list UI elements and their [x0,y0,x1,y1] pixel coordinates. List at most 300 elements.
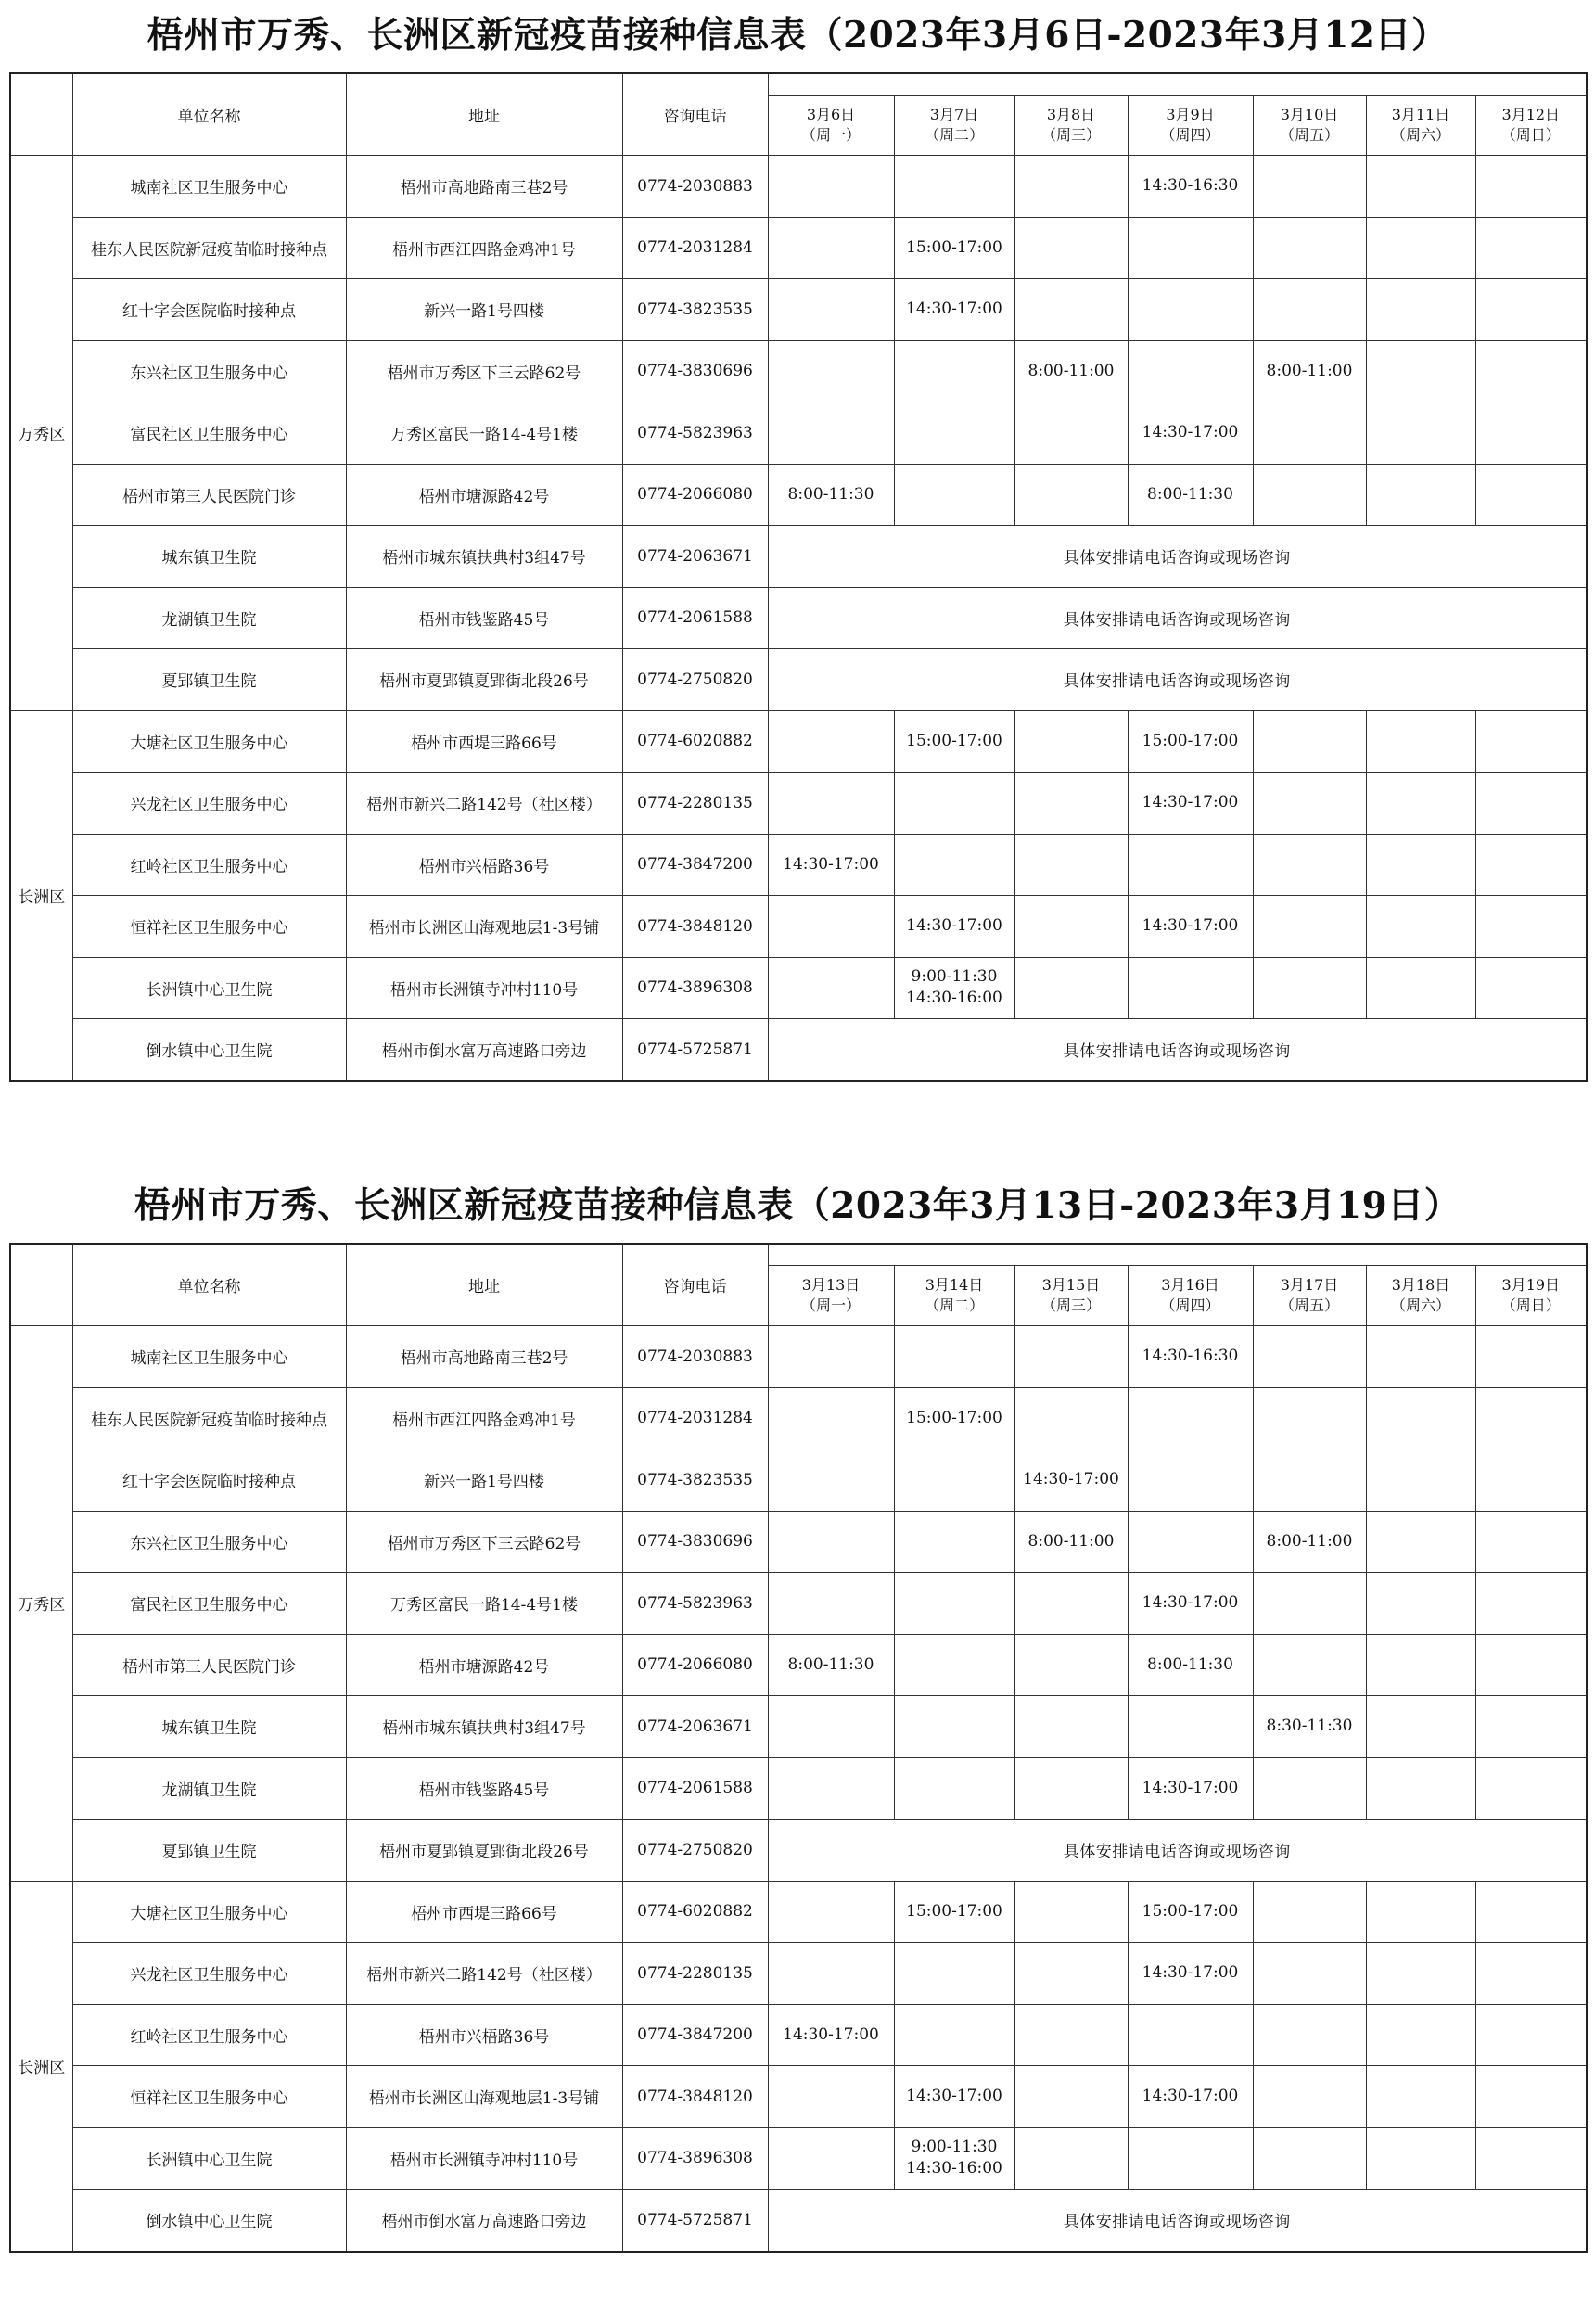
time-slot [1253,1696,1366,1758]
day-weekday: （周四） [1160,1296,1220,1314]
schedule-sheet-2 [9,1170,1586,2253]
table-row [10,1449,1587,1512]
time-slot [1475,1943,1587,2005]
time-slot [768,957,894,1019]
unit-address: 梧州市万秀区下三云路62号 [346,340,622,402]
time-slot [1366,2127,1475,2190]
name-header: 单位名称 [72,73,346,156]
unit-address: 梧州市夏郢镇夏郢街北段26号 [346,649,622,711]
date-group-header [768,1244,1587,1266]
time-slot [894,2127,1014,2190]
unit-name: 梧州市第三人民医院门诊 [72,1634,346,1696]
time-slot [1366,2066,1475,2128]
district-cell: 长洲区 [10,1881,72,2252]
unit-phone: 0774-2063671 [622,1696,768,1758]
time-slot [1128,2004,1253,2066]
table-row [10,279,1587,341]
table-row [10,773,1587,835]
time-slot [1128,464,1253,526]
unit-address: 梧州市城东镇扶典村3组47号 [346,1696,622,1758]
time-slot [1253,156,1366,218]
time-slot [768,1943,894,2005]
time-slot [1253,773,1366,835]
unit-address: 梧州市新兴二路142号（社区楼） [346,773,622,835]
time-slot [1475,773,1587,835]
time-slot [1366,710,1475,773]
time-slot [894,464,1014,526]
time-slot [1128,710,1253,773]
table-row [10,217,1587,279]
time-slot [1253,1634,1366,1696]
time-slot-line: 14:30-17:00 [906,2087,1002,2106]
time-slot [1014,464,1128,526]
unit-name: 梧州市第三人民医院门诊 [72,464,346,526]
unit-name: 城东镇卫生院 [72,526,346,588]
day-date: 3月12日 [1501,106,1561,123]
time-slot-line: 8:00-11:00 [1027,361,1115,380]
time-slot-line: 15:00-17:00 [906,731,1002,750]
table-row [10,1881,1587,1943]
time-slot [768,1449,894,1512]
unit-phone: 0774-6020882 [622,710,768,773]
consult-note: 具体安排请电话咨询或现场咨询 [768,1019,1587,1081]
day-header [1366,96,1475,156]
unit-address: 梧州市高地路南三巷2号 [346,156,622,218]
time-slot [894,402,1014,465]
sheet-title: 梧州市万秀、长洲区新冠疫苗接种信息表（2023年3月13日-2023年3月19日） [134,1184,1461,1227]
time-slot [1014,2066,1128,2128]
time-slot [1253,1573,1366,1635]
unit-address: 梧州市长洲区山海观地层1-3号铺 [346,2066,622,2128]
day-weekday: （周二） [924,1296,984,1314]
time-slot [1366,1696,1475,1758]
time-slot [768,156,894,218]
unit-phone: 0774-2066080 [622,1634,768,1696]
unit-name: 倒水镇中心卫生院 [72,1019,346,1081]
unit-name: 东兴社区卫生服务中心 [72,340,346,402]
time-slot [1475,1573,1587,1635]
consult-note: 具体安排请电话咨询或现场咨询 [768,526,1587,588]
time-slot [894,1449,1014,1512]
table-row [10,1696,1587,1758]
unit-name: 城南社区卫生服务中心 [72,1326,346,1388]
day-header [1128,96,1253,156]
time-slot [1253,217,1366,279]
time-slot [1475,1881,1587,1943]
schedule-table [9,72,1588,1082]
day-header [1128,1266,1253,1326]
time-slot [1475,710,1587,773]
unit-address: 梧州市万秀区下三云路62号 [346,1511,622,1573]
consult-note: 具体安排请电话咨询或现场咨询 [768,2190,1587,2252]
unit-address: 梧州市兴梧路36号 [346,834,622,896]
time-slot [894,217,1014,279]
table-row [10,896,1587,958]
time-slot [1128,1696,1253,1758]
consult-note: 具体安排请电话咨询或现场咨询 [768,649,1587,711]
table-row [10,710,1587,773]
sheet-title: 梧州市万秀、长洲区新冠疫苗接种信息表（2023年3月6日-2023年3月12日） [147,14,1448,57]
time-slot-line: 8:00-11:30 [1147,484,1233,504]
day-header [1014,1266,1128,1326]
unit-phone: 0774-2061588 [622,1757,768,1820]
time-slot [768,2004,894,2066]
unit-name: 城南社区卫生服务中心 [72,156,346,218]
unit-phone: 0774-2280135 [622,773,768,835]
time-slot [1014,2127,1128,2190]
unit-name: 长洲镇中心卫生院 [72,957,346,1019]
unit-name: 桂东人民医院新冠疫苗临时接种点 [72,1387,346,1449]
unit-phone: 0774-3823535 [622,279,768,341]
day-header [894,96,1014,156]
time-slot-line: 14:30-17:00 [783,2024,879,2044]
time-slot [1253,710,1366,773]
time-slot [1128,1634,1253,1696]
time-slot [1475,340,1587,402]
unit-name: 红十字会医院临时接种点 [72,1449,346,1512]
district-cell: 万秀区 [10,156,72,711]
time-slot [1253,279,1366,341]
unit-name: 东兴社区卫生服务中心 [72,1511,346,1573]
time-slot [1014,279,1128,341]
time-slot [894,156,1014,218]
time-slot-line: 8:00-11:00 [1266,1531,1353,1551]
unit-address: 梧州市长洲区山海观地层1-3号铺 [346,896,622,958]
time-slot [894,834,1014,896]
unit-name: 大塘社区卫生服务中心 [72,710,346,773]
unit-phone: 0774-3847200 [622,834,768,896]
time-slot [894,279,1014,341]
time-slot-line: 14:30-17:00 [783,854,879,874]
unit-name: 桂东人民医院新冠疫苗临时接种点 [72,217,346,279]
time-slot [1366,1511,1475,1573]
time-slot [1014,1881,1128,1943]
time-slot [1014,834,1128,896]
time-slot [1366,1757,1475,1820]
time-slot-line: 14:30-17:00 [1142,916,1239,936]
time-slot-line: 14:30-17:00 [906,916,1002,936]
time-slot [894,2004,1014,2066]
time-slot-line: 14:30-16:00 [906,2159,1002,2178]
time-slot [1253,1326,1366,1388]
time-slot [894,1881,1014,1943]
time-slot [1366,896,1475,958]
time-slot [1475,1326,1587,1388]
time-slot [768,1511,894,1573]
day-weekday: （周六） [1390,126,1450,144]
time-slot-line: 14:30-16:30 [1142,1347,1239,1366]
time-slot [1253,957,1366,1019]
time-slot-line: 14:30-17:00 [906,300,1002,319]
day-weekday: （周日） [1500,1296,1561,1314]
table-row [10,649,1587,711]
time-slot [894,773,1014,835]
unit-phone: 0774-3823535 [622,1449,768,1512]
day-weekday: （周三） [1040,1296,1101,1314]
table-row [10,526,1587,588]
time-slot [768,896,894,958]
day-date: 3月8日 [1046,106,1096,123]
time-slot [1475,217,1587,279]
time-slot-line: 14:30-17:00 [1142,793,1239,812]
time-slot [768,710,894,773]
unit-phone: 0774-3830696 [622,1511,768,1573]
day-weekday: （周二） [924,126,984,144]
time-slot [894,1634,1014,1696]
time-slot [1014,896,1128,958]
unit-phone: 0774-5725871 [622,1019,768,1081]
time-slot [1128,1757,1253,1820]
time-slot [1014,957,1128,1019]
time-slot [894,1943,1014,2005]
day-weekday: （周日） [1500,126,1561,144]
time-slot-line: 8:00-11:00 [1266,361,1353,380]
time-slot [894,1573,1014,1635]
unit-phone: 0774-5725871 [622,2190,768,2252]
unit-phone: 0774-2280135 [622,1943,768,2005]
time-slot-line: 15:00-17:00 [906,1901,1002,1921]
time-slot [1253,1511,1366,1573]
time-slot [1253,2066,1366,2128]
time-slot [768,1326,894,1388]
phone-header: 咨询电话 [622,73,768,156]
unit-address: 梧州市倒水富万高速路口旁边 [346,1019,622,1081]
time-slot [894,2066,1014,2128]
time-slot-line: 9:00-11:30 [911,2138,998,2157]
unit-address: 梧州市西江四路金鸡冲1号 [346,217,622,279]
time-slot [1128,1449,1253,1512]
table-row [10,1019,1587,1081]
time-slot [894,896,1014,958]
time-slot [1128,957,1253,1019]
unit-name: 倒水镇中心卫生院 [72,2190,346,2252]
table-row [10,1634,1587,1696]
day-date: 3月15日 [1041,1276,1101,1294]
time-slot [1014,1943,1128,2005]
time-slot [1475,896,1587,958]
table-row [10,1757,1587,1820]
time-slot [1366,1634,1475,1696]
unit-address: 梧州市钱鉴路45号 [346,1757,622,1820]
time-slot [768,1881,894,1943]
time-slot [1128,834,1253,896]
district-cell: 长洲区 [10,710,72,1081]
time-slot [1014,1634,1128,1696]
unit-address: 梧州市西堤三路66号 [346,710,622,773]
time-slot [1475,402,1587,465]
time-slot [1366,1326,1475,1388]
time-slot [768,1696,894,1758]
day-weekday: （周三） [1040,126,1101,144]
time-slot-line: 8:00-11:30 [787,1654,874,1674]
unit-phone: 0774-2066080 [622,464,768,526]
unit-phone: 0774-2063671 [622,526,768,588]
day-header [1253,96,1366,156]
unit-name: 兴龙社区卫生服务中心 [72,1943,346,2005]
district-cell: 万秀区 [10,1326,72,1882]
table-row [10,957,1587,1019]
consult-note: 具体安排请电话咨询或现场咨询 [768,587,1587,649]
address-header: 地址 [346,1244,622,1326]
time-slot-line: 14:30-17:00 [1142,423,1239,442]
unit-phone: 0774-2750820 [622,1820,768,1882]
time-slot [1253,464,1366,526]
time-slot [768,279,894,341]
time-slot [1475,1511,1587,1573]
table-row [10,1943,1587,2005]
time-slot-line: 9:00-11:30 [911,967,998,987]
table-row [10,1511,1587,1573]
table-row [10,834,1587,896]
unit-phone: 0774-3847200 [622,2004,768,2066]
unit-address: 梧州市城东镇扶典村3组47号 [346,526,622,588]
unit-phone: 0774-6020882 [622,1881,768,1943]
time-slot [1014,1511,1128,1573]
time-slot [768,402,894,465]
time-slot [1475,957,1587,1019]
time-slot [1128,2127,1253,2190]
unit-name: 红十字会医院临时接种点 [72,279,346,341]
unit-address: 梧州市兴梧路36号 [346,2004,622,2066]
time-slot [1014,773,1128,835]
unit-phone: 0774-2031284 [622,1387,768,1449]
unit-name: 富民社区卫生服务中心 [72,402,346,465]
time-slot [1128,773,1253,835]
time-slot [1253,2127,1366,2190]
unit-name: 恒祥社区卫生服务中心 [72,896,346,958]
time-slot [1366,1943,1475,2005]
unit-address: 梧州市西江四路金鸡冲1号 [346,1387,622,1449]
time-slot [768,1387,894,1449]
time-slot [1128,340,1253,402]
table-row [10,340,1587,402]
time-slot [1366,402,1475,465]
consult-note: 具体安排请电话咨询或现场咨询 [768,1820,1587,1882]
day-header [894,1266,1014,1326]
unit-phone: 0774-5823963 [622,1573,768,1635]
time-slot [1475,1634,1587,1696]
unit-phone: 0774-2030883 [622,1326,768,1388]
time-slot [1128,156,1253,218]
unit-phone: 0774-3830696 [622,340,768,402]
unit-name: 夏郢镇卫生院 [72,1820,346,1882]
time-slot [1128,1387,1253,1449]
unit-name: 大塘社区卫生服务中心 [72,1881,346,1943]
time-slot [1475,2004,1587,2066]
day-header [1014,96,1128,156]
time-slot [1475,1449,1587,1512]
time-slot [1475,1387,1587,1449]
day-date: 3月14日 [925,1276,984,1294]
table-row [10,587,1587,649]
day-date: 3月7日 [929,106,979,123]
time-slot [1366,834,1475,896]
time-slot [1475,464,1587,526]
time-slot [1366,2004,1475,2066]
day-header [768,1266,894,1326]
time-slot [1366,773,1475,835]
time-slot-line: 15:00-17:00 [1142,731,1239,750]
time-slot [768,834,894,896]
day-date: 3月17日 [1280,1276,1339,1294]
time-slot [768,340,894,402]
time-slot [1253,340,1366,402]
unit-address: 梧州市夏郢镇夏郢街北段26号 [346,1820,622,1882]
time-slot [1128,1943,1253,2005]
time-slot [1014,1387,1128,1449]
time-slot [1366,1449,1475,1512]
day-header [1366,1266,1475,1326]
time-slot [1475,2127,1587,2190]
time-slot [1253,1881,1366,1943]
time-slot [1014,1573,1128,1635]
day-weekday: （周一） [800,126,861,144]
day-weekday: （周一） [800,1296,861,1314]
time-slot [768,1757,894,1820]
time-slot-line: 14:30-17:00 [1142,1963,1239,1983]
time-slot [1014,156,1128,218]
day-header [1475,1266,1587,1326]
unit-phone: 0774-3896308 [622,957,768,1019]
time-slot [1253,402,1366,465]
day-header [768,96,894,156]
time-slot [894,710,1014,773]
time-slot [1253,1449,1366,1512]
unit-address: 梧州市高地路南三巷2号 [346,1326,622,1388]
time-slot [894,1511,1014,1573]
time-slot [768,217,894,279]
time-slot [768,1573,894,1635]
name-header: 单位名称 [72,1244,346,1326]
date-group-header [768,73,1587,96]
table-row [10,402,1587,465]
table-row [10,2066,1587,2128]
time-slot [1366,279,1475,341]
district-header [10,1244,72,1326]
time-slot [1475,156,1587,218]
schedule-sheet-1 [9,0,1586,1082]
time-slot [1014,710,1128,773]
time-slot [1366,1387,1475,1449]
day-weekday: （周四） [1160,126,1220,144]
unit-address: 万秀区富民一路14-4号1楼 [346,1573,622,1635]
unit-name: 夏郢镇卫生院 [72,649,346,711]
unit-address: 新兴一路1号四楼 [346,279,622,341]
time-slot [1475,834,1587,896]
unit-name: 红岭社区卫生服务中心 [72,2004,346,2066]
time-slot [1128,1573,1253,1635]
time-slot-line: 14:30-17:00 [1023,1470,1119,1489]
time-slot [894,1387,1014,1449]
day-date: 3月11日 [1391,106,1450,123]
table-row [10,1387,1587,1449]
time-slot [1128,1326,1253,1388]
unit-name: 兴龙社区卫生服务中心 [72,773,346,835]
day-header [1475,96,1587,156]
unit-name: 城东镇卫生院 [72,1696,346,1758]
unit-phone: 0774-2750820 [622,649,768,711]
time-slot-line: 15:00-17:00 [906,237,1002,257]
time-slot [1366,464,1475,526]
time-slot [1253,2004,1366,2066]
day-weekday: （周五） [1279,126,1339,144]
unit-address: 梧州市长洲镇寺冲村110号 [346,2127,622,2190]
district-header [10,73,72,156]
time-slot-line: 15:00-17:00 [1142,1901,1239,1921]
time-slot [894,1326,1014,1388]
unit-name: 恒祥社区卫生服务中心 [72,2066,346,2128]
table-row [10,2190,1587,2252]
